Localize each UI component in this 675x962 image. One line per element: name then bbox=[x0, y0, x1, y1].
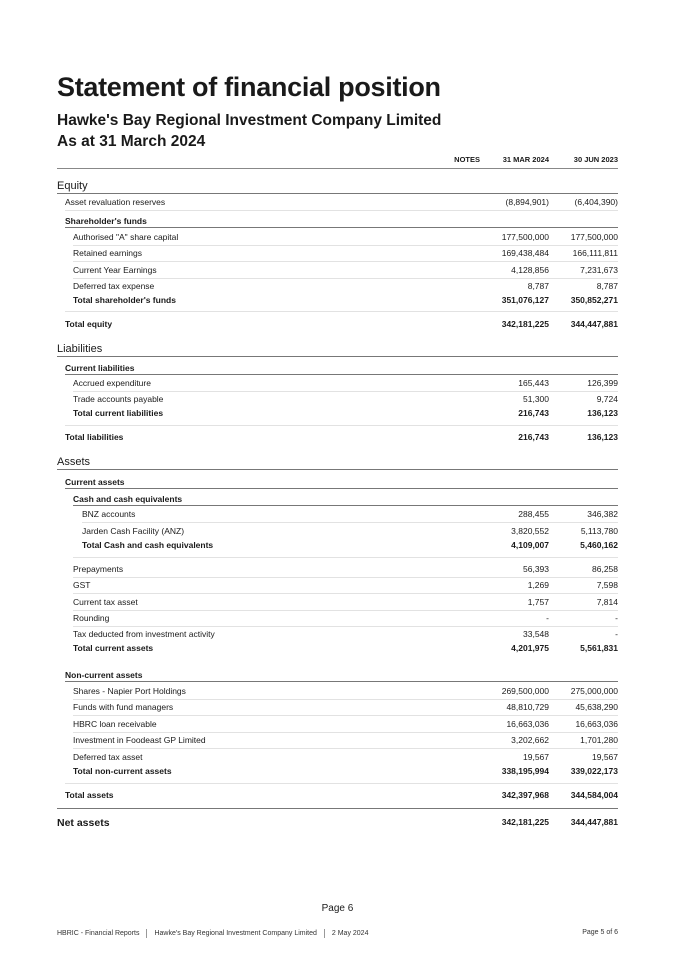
row-label: Accrued expenditure bbox=[73, 378, 151, 388]
value-30-jun-2023: 5,113,780 bbox=[580, 526, 618, 536]
row-divider bbox=[65, 311, 618, 312]
row-label: Total current assets bbox=[73, 643, 154, 653]
row-divider bbox=[73, 715, 618, 716]
value-31-mar-2024: 3,820,552 bbox=[511, 526, 549, 536]
row-label: Prepayments bbox=[73, 564, 124, 574]
row-divider bbox=[73, 577, 618, 578]
row-divider bbox=[73, 610, 618, 611]
row-divider bbox=[57, 808, 618, 809]
footer-company-name: Hawke's Bay Regional Investment Company Limited bbox=[154, 930, 317, 938]
value-30-jun-2023: 7,598 bbox=[596, 580, 618, 590]
value-30-jun-2023: 136,123 bbox=[587, 432, 618, 442]
value-31-mar-2024: 1,269 bbox=[527, 580, 549, 590]
row-label: Assets bbox=[57, 456, 91, 468]
value-31-mar-2024: 351,076,127 bbox=[501, 295, 549, 305]
value-30-jun-2023: - bbox=[615, 629, 618, 639]
value-30-jun-2023: 19,567 bbox=[592, 752, 618, 762]
footer-page-of: Page 5 of 6 bbox=[582, 929, 618, 936]
value-30-jun-2023: 166,111,811 bbox=[572, 248, 618, 258]
row-label: Funds with fund managers bbox=[73, 702, 174, 712]
row-divider bbox=[57, 469, 618, 470]
footer-separator bbox=[146, 929, 147, 938]
value-31-mar-2024: 177,500,000 bbox=[501, 232, 549, 242]
value-30-jun-2023: 339,022,173 bbox=[570, 766, 618, 776]
value-31-mar-2024: 1,757 bbox=[527, 597, 549, 607]
row-divider bbox=[73, 732, 618, 733]
row-label: Deferred tax expense bbox=[73, 281, 155, 291]
row-divider bbox=[73, 391, 618, 392]
row-label: Jarden Cash Facility (ANZ) bbox=[82, 526, 185, 536]
value-31-mar-2024: 342,397,968 bbox=[501, 790, 549, 800]
value-31-mar-2024: 8,787 bbox=[527, 281, 549, 291]
row-label: Total non-current assets bbox=[73, 766, 172, 776]
row-divider bbox=[65, 488, 618, 489]
value-30-jun-2023: 275,000,000 bbox=[570, 686, 618, 696]
value-31-mar-2024: 4,109,007 bbox=[511, 540, 549, 550]
row-label: Total assets bbox=[65, 790, 114, 800]
row-divider bbox=[73, 748, 618, 749]
row-label: Liabilities bbox=[57, 343, 103, 355]
row-label: Shares - Napier Port Holdings bbox=[73, 686, 186, 696]
value-30-jun-2023: 1,701,280 bbox=[580, 735, 618, 745]
row-label: Total Cash and cash equivalents bbox=[82, 540, 214, 550]
row-label: Authorised "A" share capital bbox=[73, 232, 179, 242]
value-30-jun-2023: 5,460,162 bbox=[580, 540, 618, 550]
value-30-jun-2023: 16,663,036 bbox=[575, 719, 618, 729]
value-30-jun-2023: 344,447,881 bbox=[570, 319, 618, 329]
column-header-30-jun-2023: 30 JUN 2023 bbox=[573, 155, 618, 164]
row-label: Trade accounts payable bbox=[73, 394, 164, 404]
row-label: Investment in Foodeast GP Limited bbox=[73, 735, 206, 745]
value-30-jun-2023: 86,258 bbox=[592, 564, 618, 574]
value-31-mar-2024: (8,894,901) bbox=[505, 197, 549, 207]
value-30-jun-2023: 346,382 bbox=[587, 509, 618, 519]
row-label: Shareholder's funds bbox=[65, 216, 147, 226]
row-label: Net assets bbox=[57, 817, 110, 829]
value-31-mar-2024: 4,201,975 bbox=[511, 643, 549, 653]
row-label: Total shareholder's funds bbox=[73, 295, 176, 305]
value-30-jun-2023: 8,787 bbox=[596, 281, 618, 291]
row-label: Rounding bbox=[73, 613, 110, 623]
value-30-jun-2023: 7,814 bbox=[596, 597, 618, 607]
row-divider bbox=[82, 522, 618, 523]
value-30-jun-2023: 7,231,673 bbox=[580, 265, 618, 275]
row-label: Cash and cash equivalents bbox=[73, 494, 183, 504]
value-31-mar-2024: 48,810,729 bbox=[506, 702, 549, 712]
row-divider bbox=[57, 193, 618, 194]
footer-date: 2 May 2024 bbox=[331, 930, 369, 938]
row-divider bbox=[73, 278, 618, 279]
footer-report-name: HBRIC - Financial Reports bbox=[57, 930, 140, 938]
row-label: HBRC loan receivable bbox=[73, 719, 157, 729]
row-divider bbox=[73, 557, 618, 558]
row-label: Non-current assets bbox=[65, 670, 143, 680]
page-title: Statement of financial position bbox=[57, 72, 441, 102]
column-header-31-mar-2024: 31 MAR 2024 bbox=[502, 155, 549, 164]
value-31-mar-2024: 216,743 bbox=[518, 432, 549, 442]
value-31-mar-2024: 216,743 bbox=[518, 408, 549, 418]
value-30-jun-2023: - bbox=[615, 613, 618, 623]
row-label: Total liabilities bbox=[65, 432, 124, 442]
row-label: Deferred tax asset bbox=[73, 752, 143, 762]
header-rule bbox=[57, 168, 618, 169]
value-30-jun-2023: 45,638,290 bbox=[575, 702, 618, 712]
row-divider bbox=[73, 699, 618, 700]
value-30-jun-2023: 344,584,004 bbox=[570, 790, 618, 800]
value-31-mar-2024: 3,202,662 bbox=[511, 735, 549, 745]
value-30-jun-2023: 9,724 bbox=[596, 394, 618, 404]
value-30-jun-2023: 136,123 bbox=[587, 408, 618, 418]
row-divider bbox=[73, 626, 618, 627]
row-divider bbox=[65, 681, 618, 682]
value-31-mar-2024: 342,181,225 bbox=[501, 319, 549, 329]
value-31-mar-2024: 16,663,036 bbox=[506, 719, 549, 729]
row-label: Current liabilities bbox=[65, 363, 135, 373]
value-31-mar-2024: 169,438,484 bbox=[501, 248, 549, 258]
row-divider bbox=[73, 505, 618, 506]
row-divider bbox=[73, 245, 618, 246]
row-label: Asset revaluation reserves bbox=[65, 197, 166, 207]
row-label: Total equity bbox=[65, 319, 113, 329]
footer-separator bbox=[324, 929, 325, 938]
value-31-mar-2024: 51,300 bbox=[523, 394, 549, 404]
value-31-mar-2024: - bbox=[546, 613, 549, 623]
value-31-mar-2024: 338,195,994 bbox=[501, 766, 549, 776]
row-divider bbox=[73, 593, 618, 594]
value-31-mar-2024: 33,548 bbox=[523, 629, 549, 639]
row-divider bbox=[65, 210, 618, 211]
page-number: Page 6 bbox=[321, 903, 354, 914]
row-divider bbox=[65, 227, 618, 228]
row-label: Total current liabilities bbox=[73, 408, 164, 418]
row-divider bbox=[65, 374, 618, 375]
value-30-jun-2023: (6,404,390) bbox=[574, 197, 618, 207]
value-30-jun-2023: 177,500,000 bbox=[570, 232, 618, 242]
row-label: Tax deducted from investment activity bbox=[73, 629, 215, 639]
row-label: GST bbox=[73, 580, 91, 590]
value-31-mar-2024: 288,455 bbox=[518, 509, 549, 519]
value-30-jun-2023: 344,447,881 bbox=[570, 817, 618, 827]
value-31-mar-2024: 4,128,856 bbox=[511, 265, 549, 275]
value-31-mar-2024: 269,500,000 bbox=[501, 686, 549, 696]
company-name: Hawke's Bay Regional Investment Company Limited bbox=[57, 112, 442, 129]
value-31-mar-2024: 342,181,225 bbox=[501, 817, 549, 827]
value-31-mar-2024: 56,393 bbox=[523, 564, 549, 574]
row-label: Current tax asset bbox=[73, 597, 138, 607]
row-label: Current Year Earnings bbox=[73, 265, 157, 275]
value-30-jun-2023: 350,852,271 bbox=[570, 295, 618, 305]
row-label: BNZ accounts bbox=[82, 509, 136, 519]
row-divider bbox=[65, 783, 618, 784]
row-label: Equity bbox=[57, 180, 88, 192]
row-divider bbox=[65, 425, 618, 426]
as-at-date: As at 31 March 2024 bbox=[57, 133, 206, 150]
row-divider bbox=[73, 261, 618, 262]
value-30-jun-2023: 5,561,831 bbox=[580, 643, 618, 653]
row-divider bbox=[57, 356, 618, 357]
value-31-mar-2024: 19,567 bbox=[523, 752, 549, 762]
value-31-mar-2024: 165,443 bbox=[518, 378, 549, 388]
row-label: Retained earnings bbox=[73, 248, 142, 258]
row-label: Current assets bbox=[65, 477, 125, 487]
value-30-jun-2023: 126,399 bbox=[587, 378, 618, 388]
column-header-notes: NOTES bbox=[454, 155, 480, 164]
